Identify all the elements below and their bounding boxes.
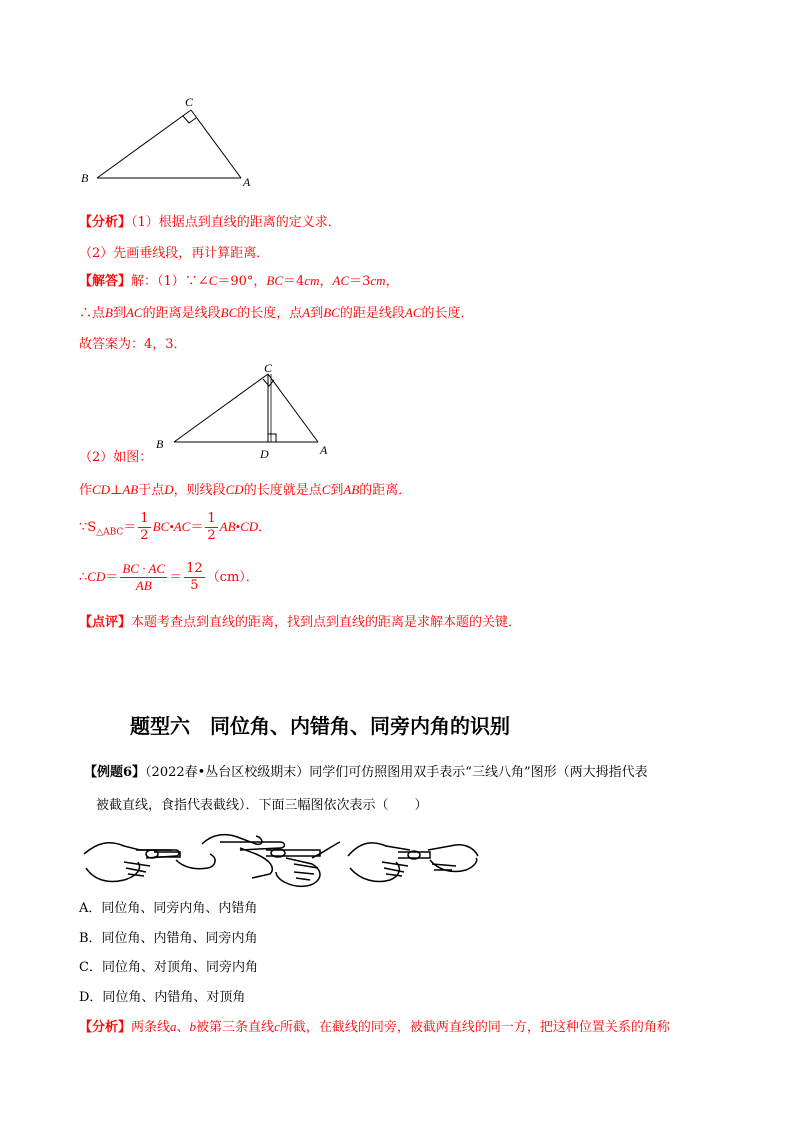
label-b2: B (156, 437, 164, 451)
triangle-figure-2 (150, 358, 350, 462)
solution-line-2: ∴点B到AC的距离是线段BC的长度，点A到BC的距是线段AC的长度． (79, 305, 474, 321)
label-a2: A (320, 443, 328, 457)
section-heading: 题型六 同位角、内错角、同旁内角的识别 (130, 714, 510, 738)
option-b[interactable]: B．同位角、内错角、同旁内角 (79, 931, 258, 946)
half-fraction-1: $\frac{1}{2}$ (140, 511, 149, 543)
analysis-line-2: （2）先画垂线段，再计算距离． (79, 246, 270, 261)
analysis2-line: 【分析】两条线a、b被第三条直线c所截，在截线的同旁，被截两直线的同一方，把这种位置关系的角称 (79, 1019, 670, 1035)
example-line-1: 【例题6】（2022春•丛台区校级期末）同学们可仿照图用双手表示“三线八角”图形（两大拇指代表 (84, 765, 648, 780)
area-formula: $\because S_{\triangle ABC}=$ $\frac{1}{2}$ BC•AC＝ $\frac{1}{2}$ AB•CD． (79, 511, 272, 543)
solution-line-3: 作CD⊥AB于点D，则线段CD的长度就是点C到AB的距离． (79, 482, 412, 498)
part2-line: （2）如图： (79, 450, 153, 465)
label-d: D (260, 447, 269, 461)
answer-line: 故答案为：4，3． (79, 337, 187, 352)
comment-line: 【点评】本题考查点到直线的距离，找到点到直线的距离是求解本题的关键． (79, 615, 522, 630)
label-a: A (243, 175, 251, 189)
solution-tag: 【解答】 (79, 274, 132, 289)
option-c[interactable]: C．同位角、对顶角、同旁内角 (79, 960, 258, 975)
option-d[interactable]: D．同位角、内错角、对顶角 (79, 990, 246, 1005)
triangle-figure-1 (75, 92, 265, 192)
cd-formula: ∴CD＝ $\frac{BC \cdot AC}{AB}$ ＝ $\frac{12}{5}$ （cm）． (79, 561, 259, 593)
comment-tag: 【点评】 (79, 615, 132, 630)
analysis-tag: 【分析】 (79, 215, 132, 230)
cd-fraction: $\frac{BC \cdot AC}{AB}$ (122, 561, 166, 593)
example-tag: 【例题6】 (84, 765, 146, 780)
solution-line-1: 【解答】解：（1）∵∠C＝90°，BC＝4cm，AC＝3cm， (79, 273, 399, 289)
example-line-2: 被截直线，食指代表截线）．下面三幅图依次表示（ ） (96, 798, 428, 813)
option-a[interactable]: A．同位角、同旁内角、内错角 (79, 901, 258, 916)
label-c2: C (264, 361, 273, 375)
analysis2-tag: 【分析】 (79, 1020, 132, 1035)
analysis-line-1: 【分析】（1）根据点到直线的距离的定义求． (79, 215, 341, 230)
result-fraction: $\frac{12}{5}$ (186, 561, 203, 593)
label-c: C (185, 95, 194, 109)
half-fraction-2: $\frac{1}{2}$ (207, 511, 216, 543)
label-b: B (81, 171, 89, 185)
hand-gestures-illustration (80, 828, 480, 892)
